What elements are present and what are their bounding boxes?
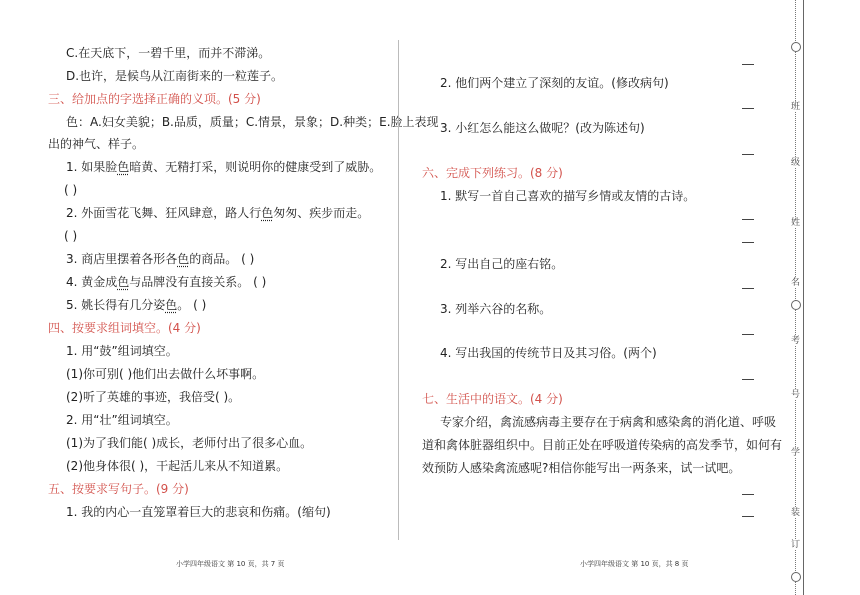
q-text-post: 暗黄、无精打采，则说明你的健康受到了威胁。 bbox=[129, 160, 382, 174]
binding-hole-icon bbox=[791, 42, 801, 52]
s7-paragraph-line-1: 专家介绍，禽流感病毒主要存在于病禽和感染禽的消化道、呼吸 bbox=[440, 415, 777, 429]
binding-label: 级 bbox=[790, 158, 800, 168]
dotted-char: 色 bbox=[177, 252, 190, 266]
binding-edge bbox=[803, 0, 804, 595]
s6-item-1: 1. 默写一首自己喜欢的描写乡情或友情的古诗。 bbox=[440, 189, 696, 203]
binding-label: 考 bbox=[790, 336, 800, 346]
q-text-pre: 2. 外面雪花飞舞、狂风肆意，路人行 bbox=[66, 206, 262, 220]
s3-answer-blank-1[interactable]: ( ) bbox=[64, 183, 78, 197]
q-text-post: 。 ( ) bbox=[177, 298, 207, 312]
s5-item-1: 1. 我的内心一直笼罩着巨大的悲哀和伤痛。(缩句) bbox=[66, 505, 331, 519]
s4-item-1b: (2)听了英雄的事迹，我倍受( )。 bbox=[66, 390, 241, 404]
binding-label: 号 bbox=[790, 390, 800, 400]
answer-line[interactable] bbox=[742, 334, 754, 335]
column-divider bbox=[398, 40, 399, 540]
answer-line[interactable] bbox=[742, 288, 754, 289]
binding-hole-icon bbox=[791, 572, 801, 582]
answer-line[interactable] bbox=[742, 516, 754, 517]
s7-paragraph-line-3: 效预防人感染禽流感呢?相信你能写出一两条来，试一试吧。 bbox=[422, 461, 741, 475]
q-text-pre: 4. 黄金成 bbox=[66, 275, 118, 289]
cut-line bbox=[795, 0, 796, 595]
s4-item-1: 1. 用“鼓”组词填空。 bbox=[66, 344, 178, 358]
binding-label: 姓 bbox=[790, 218, 800, 228]
s3-answer-blank-2[interactable]: ( ) bbox=[64, 229, 78, 243]
s3-question-2 bbox=[66, 203, 369, 223]
answer-line[interactable] bbox=[742, 379, 754, 380]
binding-hole-icon bbox=[791, 300, 801, 310]
q-text-post: 的商品。 ( ) bbox=[189, 252, 255, 266]
q-text-post: 匆匆、疾步而走。 bbox=[273, 206, 370, 220]
s3-definition-line-2: 出的神气、样子。 bbox=[48, 137, 145, 151]
s3-question-5 bbox=[66, 295, 206, 315]
s3-question-1 bbox=[66, 157, 381, 177]
s6-item-4: 4. 写出我国的传统节日及其习俗。(两个) bbox=[440, 346, 657, 360]
answer-line[interactable] bbox=[742, 108, 754, 109]
binding-margin bbox=[788, 0, 804, 595]
binding-label: 订 bbox=[790, 540, 800, 550]
s3-definition-line-1: 色：A.妇女美貌；B.品质，质量；C.情景，景象；D.种类；E.脸上表现 bbox=[66, 115, 439, 129]
s5-item-2: 2. 他们两个建立了深刻的友谊。(修改病句) bbox=[440, 76, 669, 90]
answer-line[interactable] bbox=[742, 219, 754, 220]
section-4-title: 四、按要求组词填空。(4 分) bbox=[48, 321, 201, 335]
binding-label: 装 bbox=[790, 508, 800, 518]
q-text-pre: 3. 商店里摆着各形各 bbox=[66, 252, 178, 266]
q-text-pre: 1. 如果脸 bbox=[66, 160, 118, 174]
dotted-char: 色 bbox=[117, 160, 130, 174]
section-5-title: 五、按要求写句子。(9 分) bbox=[48, 482, 189, 496]
binding-label: 班 bbox=[790, 102, 800, 112]
section-3-title: 三、给加点的字选择正确的义项。(5 分) bbox=[48, 92, 261, 106]
dotted-char: 色 bbox=[117, 275, 130, 289]
page-footer-left: 小学四年级语文 第 10 页，共 7 页 bbox=[176, 560, 285, 568]
dotted-char: 色 bbox=[165, 298, 178, 312]
binding-label: 学 bbox=[790, 448, 800, 458]
s6-item-3: 3. 列举六谷的名称。 bbox=[440, 302, 552, 316]
s4-item-2: 2. 用“壮”组词填空。 bbox=[66, 413, 178, 427]
answer-line[interactable] bbox=[742, 242, 754, 243]
s3-question-3 bbox=[66, 249, 254, 269]
q-text-post: 与品牌没有直接关系。 ( ) bbox=[129, 275, 267, 289]
section-7-title: 七、生活中的语文。(4 分) bbox=[422, 392, 563, 406]
dotted-char: 色 bbox=[261, 206, 274, 220]
page-footer-right: 小学四年级语文 第 10 页，共 8 页 bbox=[580, 560, 689, 568]
section-6-title: 六、完成下列练习。(8 分) bbox=[422, 166, 563, 180]
s3-question-4 bbox=[66, 272, 266, 292]
option-d: D.也许，是候鸟从江南街来的一粒莲子。 bbox=[66, 69, 284, 83]
answer-line[interactable] bbox=[742, 64, 754, 65]
answer-line[interactable] bbox=[742, 494, 754, 495]
option-c: C.在天底下，一碧千里，而并不滞涕。 bbox=[66, 46, 271, 60]
s4-item-1a: (1)你可别( )他们出去做什么坏事啊。 bbox=[66, 367, 265, 381]
answer-line[interactable] bbox=[742, 154, 754, 155]
s4-item-2a: (1)为了我们能( )成长，老师付出了很多心血。 bbox=[66, 436, 313, 450]
binding-label: 名 bbox=[790, 278, 800, 288]
s6-item-2: 2. 写出自己的座右铭。 bbox=[440, 257, 564, 271]
s5-item-3: 3. 小红怎么能这么做呢？(改为陈述句) bbox=[440, 121, 645, 135]
q-text-pre: 5. 姚长得有几分姿 bbox=[66, 298, 166, 312]
s7-paragraph-line-2: 道和禽体脏器组织中。目前正处在呼吸道传染病的高发季节，如何有 bbox=[422, 438, 783, 452]
s4-item-2b: (2)他身体很( )，干起活儿来从不知道累。 bbox=[66, 459, 289, 473]
